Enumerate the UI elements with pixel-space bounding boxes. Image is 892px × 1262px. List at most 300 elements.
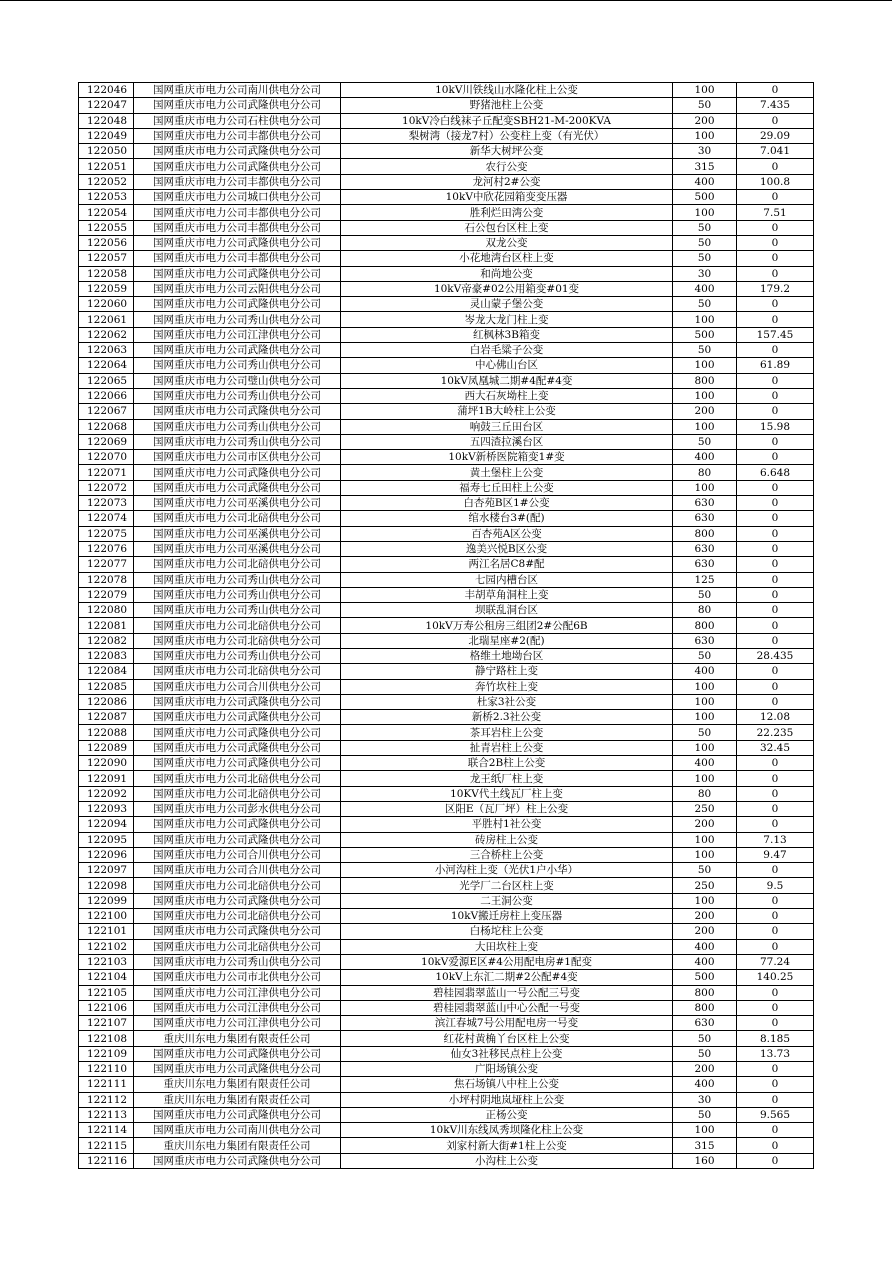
value-cell: 0 xyxy=(737,771,814,786)
company-cell: 国网重庆市电力公司武隆供电分公司 xyxy=(134,924,341,939)
value-cell: 9.565 xyxy=(737,1107,814,1122)
table-row xyxy=(79,893,814,908)
row-id-cell: 122057 xyxy=(79,251,134,266)
table-row xyxy=(79,281,814,296)
company-cell: 国网重庆市电力公司秀山供电分公司 xyxy=(134,388,341,403)
transformer-name-cell: 五四渣拉溪台区 xyxy=(341,434,673,449)
capacity-cell: 80 xyxy=(673,786,737,801)
table-row xyxy=(79,1107,814,1122)
value-cell: 0 xyxy=(737,388,814,403)
company-cell: 国网重庆市电力公司北碚供电分公司 xyxy=(134,878,341,893)
capacity-cell: 80 xyxy=(673,603,737,618)
row-id-cell: 122074 xyxy=(79,511,134,526)
table-row xyxy=(79,526,814,541)
company-cell: 国网重庆市电力公司北碚供电分公司 xyxy=(134,618,341,633)
transformer-name-cell: 仙女3社移民点柱上公变 xyxy=(341,1046,673,1061)
company-cell: 国网重庆市电力公司武隆供电分公司 xyxy=(134,1107,341,1122)
transformer-name-cell: 扯青岩柱上公变 xyxy=(341,740,673,755)
value-cell: 0 xyxy=(737,190,814,205)
transformer-name-cell: 10kV川铁线山水隆化柱上公变 xyxy=(341,83,673,98)
row-id-cell: 122098 xyxy=(79,878,134,893)
company-cell: 国网重庆市电力公司武隆供电分公司 xyxy=(134,465,341,480)
company-cell: 国网重庆市电力公司武隆供电分公司 xyxy=(134,343,341,358)
transformer-name-cell: 两江名居C8#配 xyxy=(341,557,673,572)
table-row xyxy=(79,1138,814,1153)
table-row xyxy=(79,266,814,281)
transformer-name-cell: 双龙公变 xyxy=(341,235,673,250)
company-cell: 国网重庆市电力公司秀山供电分公司 xyxy=(134,434,341,449)
table-row xyxy=(79,159,814,174)
table-row xyxy=(79,251,814,266)
capacity-cell: 400 xyxy=(673,174,737,189)
row-id-cell: 122105 xyxy=(79,985,134,1000)
value-cell: 0 xyxy=(737,756,814,771)
capacity-cell: 200 xyxy=(673,909,737,924)
row-id-cell: 122097 xyxy=(79,863,134,878)
value-cell: 0 xyxy=(737,1153,814,1168)
table-row xyxy=(79,756,814,771)
transformer-name-cell: 北瑞星座#2(配) xyxy=(341,633,673,648)
table-row xyxy=(79,1046,814,1061)
value-cell: 0 xyxy=(737,1138,814,1153)
transformer-name-cell: 10kV中欣花园箱变变压器 xyxy=(341,190,673,205)
capacity-cell: 50 xyxy=(673,725,737,740)
row-id-cell: 122046 xyxy=(79,83,134,98)
row-id-cell: 122085 xyxy=(79,679,134,694)
transformer-name-cell: 梨树湾（接龙7村）公变柱上变（有光伏） xyxy=(341,128,673,143)
value-cell: 0 xyxy=(737,220,814,235)
company-cell: 国网重庆市电力公司云阳供电分公司 xyxy=(134,281,341,296)
company-cell: 国网重庆市电力公司石柱供电分公司 xyxy=(134,113,341,128)
transformer-name-cell: 红枫林3B箱变 xyxy=(341,327,673,342)
transformer-name-cell: 小沟柱上公变 xyxy=(341,1153,673,1168)
company-cell: 重庆川东电力集团有限责任公司 xyxy=(134,1138,341,1153)
table-row xyxy=(79,511,814,526)
table-row xyxy=(79,465,814,480)
transformer-name-cell: 响鼓三丘田台区 xyxy=(341,419,673,434)
row-id-cell: 122068 xyxy=(79,419,134,434)
capacity-cell: 630 xyxy=(673,511,737,526)
transformer-name-cell: 坝联乱洞台区 xyxy=(341,603,673,618)
capacity-cell: 100 xyxy=(673,128,737,143)
row-id-cell: 122108 xyxy=(79,1031,134,1046)
company-cell: 国网重庆市电力公司北碚供电分公司 xyxy=(134,633,341,648)
value-cell: 157.45 xyxy=(737,327,814,342)
value-cell: 0 xyxy=(737,251,814,266)
table-row xyxy=(79,496,814,511)
transformer-name-cell: 10kV冷白线袜子丘配变SBH21-M-200KVA xyxy=(341,113,673,128)
row-id-cell: 122092 xyxy=(79,786,134,801)
value-cell: 0 xyxy=(737,679,814,694)
value-cell: 15.98 xyxy=(737,419,814,434)
company-cell: 国网重庆市电力公司武隆供电分公司 xyxy=(134,710,341,725)
transformer-name-cell: 西大石灰坳柱上变 xyxy=(341,388,673,403)
company-cell: 国网重庆市电力公司秀山供电分公司 xyxy=(134,587,341,602)
row-id-cell: 122112 xyxy=(79,1092,134,1107)
value-cell: 0 xyxy=(737,511,814,526)
row-id-cell: 122067 xyxy=(79,404,134,419)
value-cell: 0 xyxy=(737,373,814,388)
transformer-name-cell: 广阳场镇公变 xyxy=(341,1062,673,1077)
value-cell: 179.2 xyxy=(737,281,814,296)
capacity-cell: 50 xyxy=(673,343,737,358)
table-row xyxy=(79,694,814,709)
table-row xyxy=(79,664,814,679)
transformer-name-cell: 10KV代土线瓦厂柱上变 xyxy=(341,786,673,801)
capacity-cell: 500 xyxy=(673,327,737,342)
company-cell: 国网重庆市电力公司城口供电分公司 xyxy=(134,190,341,205)
value-cell: 0 xyxy=(737,985,814,1000)
transformer-name-cell: 奔竹坎柱上变 xyxy=(341,679,673,694)
row-id-cell: 122109 xyxy=(79,1046,134,1061)
company-cell: 国网重庆市电力公司巫溪供电分公司 xyxy=(134,541,341,556)
value-cell: 0 xyxy=(737,1077,814,1092)
capacity-cell: 400 xyxy=(673,954,737,969)
table-row xyxy=(79,924,814,939)
company-cell: 国网重庆市电力公司丰都供电分公司 xyxy=(134,251,341,266)
company-cell: 国网重庆市电力公司彭水供电分公司 xyxy=(134,801,341,816)
value-cell: 9.47 xyxy=(737,847,814,862)
table-row xyxy=(79,572,814,587)
row-id-cell: 122075 xyxy=(79,526,134,541)
company-cell: 重庆川东电力集团有限责任公司 xyxy=(134,1031,341,1046)
value-cell: 7.13 xyxy=(737,832,814,847)
capacity-cell: 250 xyxy=(673,878,737,893)
capacity-cell: 100 xyxy=(673,312,737,327)
value-cell: 0 xyxy=(737,924,814,939)
table-row xyxy=(79,434,814,449)
value-cell: 0 xyxy=(737,893,814,908)
table-row xyxy=(79,954,814,969)
table-row xyxy=(79,801,814,816)
transformer-name-cell: 龙王纸厂柱上变 xyxy=(341,771,673,786)
table-row xyxy=(79,1092,814,1107)
row-id-cell: 122094 xyxy=(79,817,134,832)
transformer-name-cell: 胜利烂田湾公变 xyxy=(341,205,673,220)
capacity-cell: 100 xyxy=(673,388,737,403)
transformer-name-cell: 七园内槽台区 xyxy=(341,572,673,587)
capacity-cell: 400 xyxy=(673,1077,737,1092)
value-cell: 0 xyxy=(737,1123,814,1138)
transformer-name-cell: 石公包台区柱上变 xyxy=(341,220,673,235)
table-row xyxy=(79,541,814,556)
row-id-cell: 122087 xyxy=(79,710,134,725)
table-row xyxy=(79,373,814,388)
row-id-cell: 122110 xyxy=(79,1062,134,1077)
table-row xyxy=(79,327,814,342)
table-row xyxy=(79,985,814,1000)
company-cell: 国网重庆市电力公司巫溪供电分公司 xyxy=(134,526,341,541)
transformer-name-cell: 蒲坪1B大岭柱上公变 xyxy=(341,404,673,419)
company-cell: 国网重庆市电力公司江津供电分公司 xyxy=(134,327,341,342)
row-id-cell: 122056 xyxy=(79,235,134,250)
transformer-name-cell: 联合2B柱上公变 xyxy=(341,756,673,771)
row-id-cell: 122064 xyxy=(79,358,134,373)
capacity-cell: 630 xyxy=(673,1016,737,1031)
table-row xyxy=(79,190,814,205)
table-row xyxy=(79,1153,814,1168)
row-id-cell: 122079 xyxy=(79,587,134,602)
capacity-cell: 100 xyxy=(673,83,737,98)
value-cell: 0 xyxy=(737,541,814,556)
row-id-cell: 122080 xyxy=(79,603,134,618)
row-id-cell: 122047 xyxy=(79,98,134,113)
row-id-cell: 122073 xyxy=(79,496,134,511)
row-id-cell: 122093 xyxy=(79,801,134,816)
value-cell: 0 xyxy=(737,1000,814,1015)
transformer-name-cell: 杜家3社公变 xyxy=(341,694,673,709)
capacity-cell: 30 xyxy=(673,266,737,281)
table-row xyxy=(79,939,814,954)
table-row xyxy=(79,235,814,250)
value-cell: 0 xyxy=(737,1062,814,1077)
transformer-name-cell: 区阳E（瓦厂坪）柱上公变 xyxy=(341,801,673,816)
transformer-name-cell: 10kV搬迁房柱上变压器 xyxy=(341,909,673,924)
table-row xyxy=(79,343,814,358)
value-cell: 0 xyxy=(737,480,814,495)
transformer-name-cell: 10kV川东线凤秀坝隆化柱上公变 xyxy=(341,1123,673,1138)
capacity-cell: 100 xyxy=(673,771,737,786)
value-cell: 0 xyxy=(737,266,814,281)
transformer-name-cell: 农行公变 xyxy=(341,159,673,174)
value-cell: 0 xyxy=(737,817,814,832)
table-row xyxy=(79,358,814,373)
row-id-cell: 122116 xyxy=(79,1153,134,1168)
transformer-name-cell: 丰胡草角洞柱上变 xyxy=(341,587,673,602)
table-row xyxy=(79,1031,814,1046)
value-cell: 0 xyxy=(737,863,814,878)
capacity-cell: 50 xyxy=(673,1046,737,1061)
transformer-name-cell: 砖房柱上公变 xyxy=(341,832,673,847)
value-cell: 77.24 xyxy=(737,954,814,969)
company-cell: 国网重庆市电力公司江津供电分公司 xyxy=(134,1016,341,1031)
capacity-cell: 250 xyxy=(673,801,737,816)
row-id-cell: 122051 xyxy=(79,159,134,174)
table-row xyxy=(79,603,814,618)
company-cell: 国网重庆市电力公司丰都供电分公司 xyxy=(134,220,341,235)
company-cell: 国网重庆市电力公司合川供电分公司 xyxy=(134,847,341,862)
row-id-cell: 122049 xyxy=(79,128,134,143)
company-cell: 国网重庆市电力公司市区供电分公司 xyxy=(134,450,341,465)
capacity-cell: 100 xyxy=(673,740,737,755)
transformer-name-cell: 光学厂二台区柱上变 xyxy=(341,878,673,893)
table-row xyxy=(79,205,814,220)
capacity-cell: 100 xyxy=(673,679,737,694)
company-cell: 国网重庆市电力公司南川供电分公司 xyxy=(134,1123,341,1138)
capacity-cell: 800 xyxy=(673,373,737,388)
transformer-name-cell: 和尚地公变 xyxy=(341,266,673,281)
value-cell: 61.89 xyxy=(737,358,814,373)
table-row xyxy=(79,113,814,128)
capacity-cell: 100 xyxy=(673,419,737,434)
table-row xyxy=(79,1123,814,1138)
capacity-cell: 50 xyxy=(673,251,737,266)
transformer-name-cell: 二王洞公变 xyxy=(341,893,673,908)
capacity-cell: 30 xyxy=(673,1092,737,1107)
table-row xyxy=(79,648,814,663)
transformer-name-cell: 灵山蒙子堡公变 xyxy=(341,297,673,312)
capacity-cell: 800 xyxy=(673,618,737,633)
row-id-cell: 122099 xyxy=(79,893,134,908)
company-cell: 国网重庆市电力公司丰都供电分公司 xyxy=(134,128,341,143)
company-cell: 国网重庆市电力公司武隆供电分公司 xyxy=(134,98,341,113)
table-row xyxy=(79,480,814,495)
row-id-cell: 122095 xyxy=(79,832,134,847)
capacity-cell: 80 xyxy=(673,465,737,480)
row-id-cell: 122048 xyxy=(79,113,134,128)
transformer-name-cell: 白杨坨柱上公变 xyxy=(341,924,673,939)
row-id-cell: 122050 xyxy=(79,144,134,159)
value-cell: 12.08 xyxy=(737,710,814,725)
value-cell: 7.51 xyxy=(737,205,814,220)
transformer-name-cell: 碧桂园翡翠蓝山中心公配一号变 xyxy=(341,1000,673,1015)
capacity-cell: 315 xyxy=(673,1138,737,1153)
value-cell: 0 xyxy=(737,404,814,419)
value-cell: 0 xyxy=(737,557,814,572)
row-id-cell: 122081 xyxy=(79,618,134,633)
value-cell: 9.5 xyxy=(737,878,814,893)
capacity-cell: 630 xyxy=(673,557,737,572)
company-cell: 国网重庆市电力公司北碚供电分公司 xyxy=(134,664,341,679)
row-id-cell: 122071 xyxy=(79,465,134,480)
value-cell: 0 xyxy=(737,297,814,312)
value-cell: 0 xyxy=(737,909,814,924)
transformer-name-cell: 平胜村1社公变 xyxy=(341,817,673,832)
row-id-cell: 122053 xyxy=(79,190,134,205)
row-id-cell: 122086 xyxy=(79,694,134,709)
table-row xyxy=(79,98,814,113)
row-id-cell: 122111 xyxy=(79,1077,134,1092)
value-cell: 0 xyxy=(737,235,814,250)
capacity-cell: 125 xyxy=(673,572,737,587)
capacity-cell: 800 xyxy=(673,985,737,1000)
capacity-cell: 200 xyxy=(673,404,737,419)
transformer-name-cell: 白岩毛粱子公变 xyxy=(341,343,673,358)
table-row xyxy=(79,878,814,893)
company-cell: 国网重庆市电力公司武隆供电分公司 xyxy=(134,1046,341,1061)
capacity-cell: 50 xyxy=(673,1031,737,1046)
row-id-cell: 122059 xyxy=(79,281,134,296)
transformer-name-cell: 绾水楼台3#(配) xyxy=(341,511,673,526)
table-row xyxy=(79,633,814,648)
company-cell: 国网重庆市电力公司北碚供电分公司 xyxy=(134,771,341,786)
capacity-cell: 400 xyxy=(673,756,737,771)
transformer-name-cell: 焦石场镇八中柱上公变 xyxy=(341,1077,673,1092)
row-id-cell: 122091 xyxy=(79,771,134,786)
table-row xyxy=(79,618,814,633)
transformer-name-cell: 黄土堡柱上公变 xyxy=(341,465,673,480)
capacity-cell: 50 xyxy=(673,98,737,113)
row-id-cell: 122061 xyxy=(79,312,134,327)
capacity-cell: 100 xyxy=(673,205,737,220)
value-cell: 0 xyxy=(737,786,814,801)
row-id-cell: 122070 xyxy=(79,450,134,465)
capacity-cell: 100 xyxy=(673,847,737,862)
row-id-cell: 122107 xyxy=(79,1016,134,1031)
capacity-cell: 400 xyxy=(673,664,737,679)
row-id-cell: 122115 xyxy=(79,1138,134,1153)
capacity-cell: 50 xyxy=(673,434,737,449)
capacity-cell: 200 xyxy=(673,817,737,832)
table-body xyxy=(79,83,814,1169)
capacity-cell: 100 xyxy=(673,1123,737,1138)
row-id-cell: 122062 xyxy=(79,327,134,342)
table-row xyxy=(79,863,814,878)
capacity-cell: 100 xyxy=(673,710,737,725)
capacity-cell: 100 xyxy=(673,694,737,709)
value-cell: 0 xyxy=(737,587,814,602)
company-cell: 国网重庆市电力公司璧山供电分公司 xyxy=(134,373,341,388)
table-row xyxy=(79,771,814,786)
row-id-cell: 122084 xyxy=(79,664,134,679)
row-id-cell: 122054 xyxy=(79,205,134,220)
transformer-name-cell: 10kV帝豪#02公用箱变#01变 xyxy=(341,281,673,296)
table-row xyxy=(79,817,814,832)
table-row xyxy=(79,144,814,159)
company-cell: 重庆川东电力集团有限责任公司 xyxy=(134,1077,341,1092)
row-id-cell: 122066 xyxy=(79,388,134,403)
table-row xyxy=(79,679,814,694)
row-id-cell: 122096 xyxy=(79,847,134,862)
company-cell: 国网重庆市电力公司江津供电分公司 xyxy=(134,985,341,1000)
capacity-cell: 50 xyxy=(673,297,737,312)
transformer-name-cell: 岑龙大龙门柱上变 xyxy=(341,312,673,327)
transformer-name-cell: 中心佛山台区 xyxy=(341,358,673,373)
row-id-cell: 122055 xyxy=(79,220,134,235)
capacity-cell: 50 xyxy=(673,863,737,878)
table-row xyxy=(79,725,814,740)
capacity-cell: 160 xyxy=(673,1153,737,1168)
value-cell: 0 xyxy=(737,572,814,587)
value-cell: 0 xyxy=(737,664,814,679)
row-id-cell: 122082 xyxy=(79,633,134,648)
company-cell: 国网重庆市电力公司市北供电分公司 xyxy=(134,970,341,985)
company-cell: 国网重庆市电力公司武隆供电分公司 xyxy=(134,1062,341,1077)
row-id-cell: 122077 xyxy=(79,557,134,572)
transformer-name-cell: 小坪村阴地岚垭柱上公变 xyxy=(341,1092,673,1107)
transformer-name-cell: 10kV上东汇二期#2公配#4变 xyxy=(341,970,673,985)
transformer-name-cell: 10kV凤凰城二期#4配#4变 xyxy=(341,373,673,388)
value-cell: 0 xyxy=(737,312,814,327)
company-cell: 国网重庆市电力公司武隆供电分公司 xyxy=(134,817,341,832)
table-row xyxy=(79,297,814,312)
value-cell: 0 xyxy=(737,83,814,98)
value-cell: 0 xyxy=(737,113,814,128)
value-cell: 0 xyxy=(737,496,814,511)
transformer-name-cell: 刘家村新大街#1柱上公变 xyxy=(341,1138,673,1153)
company-cell: 国网重庆市电力公司武隆供电分公司 xyxy=(134,266,341,281)
row-id-cell: 122104 xyxy=(79,970,134,985)
table-row xyxy=(79,312,814,327)
capacity-cell: 100 xyxy=(673,480,737,495)
company-cell: 国网重庆市电力公司武隆供电分公司 xyxy=(134,404,341,419)
table-row xyxy=(79,832,814,847)
company-cell: 国网重庆市电力公司武隆供电分公司 xyxy=(134,725,341,740)
company-cell: 国网重庆市电力公司北碚供电分公司 xyxy=(134,786,341,801)
row-id-cell: 122076 xyxy=(79,541,134,556)
company-cell: 国网重庆市电力公司武隆供电分公司 xyxy=(134,694,341,709)
table-row xyxy=(79,450,814,465)
table-row xyxy=(79,1077,814,1092)
capacity-cell: 50 xyxy=(673,648,737,663)
table-row xyxy=(79,128,814,143)
company-cell: 国网重庆市电力公司武隆供电分公司 xyxy=(134,1153,341,1168)
transformer-name-cell: 三合桥柱上公变 xyxy=(341,847,673,862)
value-cell: 8.185 xyxy=(737,1031,814,1046)
transformer-name-cell: 正杨公变 xyxy=(341,1107,673,1122)
value-cell: 29.09 xyxy=(737,128,814,143)
company-cell: 国网重庆市电力公司北碚供电分公司 xyxy=(134,909,341,924)
